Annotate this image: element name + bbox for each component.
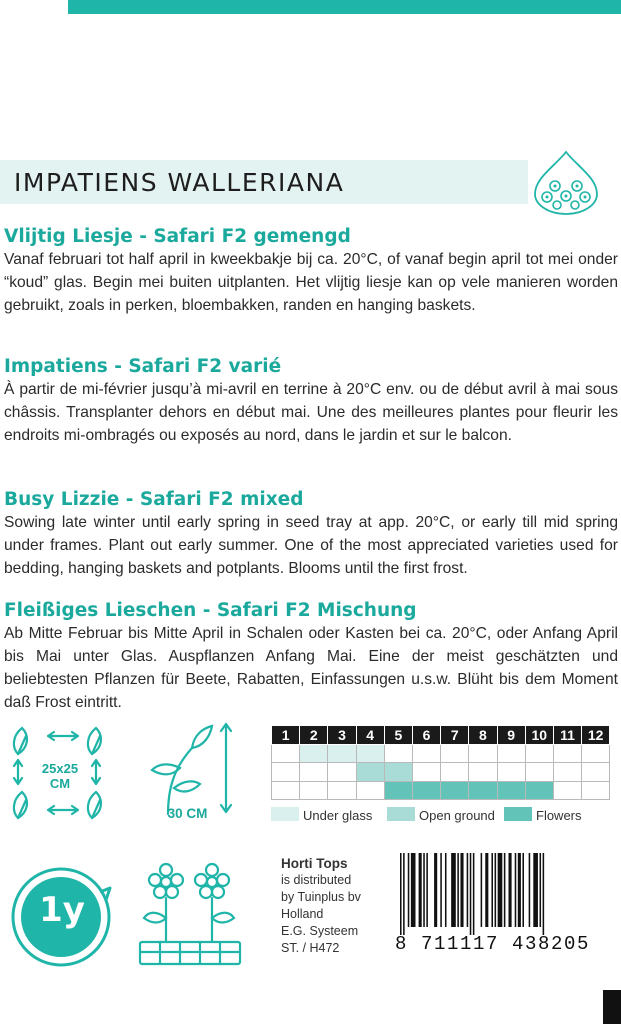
month-cell: 8: [469, 726, 497, 745]
barcode-bar: [460, 853, 463, 927]
calendar-cell: [469, 744, 497, 763]
calendar-cell: [272, 781, 300, 800]
section-english: [4, 489, 618, 580]
barcode-bar: [457, 853, 459, 927]
calendar-cell: [525, 763, 553, 782]
calendar-cell: [469, 781, 497, 800]
calendar-cell: [300, 781, 328, 800]
barcode-bar: [485, 853, 488, 927]
barcode-bar: [451, 853, 456, 927]
barcode-bar: [540, 853, 542, 927]
calendar-cell: [356, 763, 384, 782]
calendar-cell: [441, 763, 469, 782]
section-dutch: [4, 226, 618, 317]
month-cell: 2: [300, 726, 328, 745]
barcode-bar: [467, 853, 469, 927]
barcode-bar: [440, 853, 442, 927]
calendar-cell: [582, 744, 610, 763]
section-title: Impatiens - Safari F2 varié: [4, 356, 282, 377]
calendar-cell: [469, 763, 497, 782]
calendar-cell: [582, 763, 610, 782]
section-text: Sowing late winter until early spring in seed tray at app. 20°C, or early till mid spring under frames. Plant out early summer. One of the most appreciated varieties used for bedding, hanging baskets and potplants. Blooms until the first frost.: [4, 514, 618, 577]
calendar-cell: [497, 781, 525, 800]
legend-flowers: Flowers: [536, 808, 582, 823]
calendar-cell: [525, 781, 553, 800]
month-cell: 7: [441, 726, 469, 745]
spacing-value: 25x25: [41, 761, 79, 776]
barcode-bar: [522, 853, 524, 927]
barcode-bar: [426, 853, 428, 927]
calendar-cell: [300, 744, 328, 763]
month-cell: 4: [356, 726, 384, 745]
legend-swatch-open-ground: [387, 807, 415, 821]
calendar-cell: [525, 744, 553, 763]
height-label: 30 CM: [167, 806, 208, 821]
barcode-number: 8 711117 438205: [395, 933, 591, 955]
calendar-cell: [272, 744, 300, 763]
barcode-bar: [423, 853, 425, 927]
barcode-bar: [419, 853, 422, 927]
calendar-cell: [300, 763, 328, 782]
month-cell: 9: [497, 726, 525, 745]
calendar-cell: [384, 763, 412, 782]
barcode-bar: [529, 853, 531, 927]
calendar-cell: [272, 763, 300, 782]
barcode-bar: [509, 853, 512, 927]
top-accent-bar: [68, 0, 621, 14]
barcode-bar: [403, 853, 405, 935]
calendar-cell: [582, 781, 610, 800]
calendar-cell: [553, 763, 581, 782]
plant-height-icon: [138, 718, 248, 818]
calendar-cell: [328, 763, 356, 782]
calendar-cell: [441, 781, 469, 800]
month-cell: 10: [525, 726, 553, 745]
calendar-cell: [356, 781, 384, 800]
calendar-cell: [384, 781, 412, 800]
calendar-cell: [553, 781, 581, 800]
calendar-cell: [441, 744, 469, 763]
section-title: Fleißiges Lieschen - Safari F2 Mischung: [4, 600, 417, 621]
distributor-line: is distributed: [281, 873, 352, 887]
cycle-label: 1y: [39, 890, 85, 930]
barcode-bar: [481, 853, 483, 927]
barcode-bar: [434, 853, 437, 927]
barcode-bar: [445, 853, 447, 927]
section-french: [4, 356, 618, 447]
legend-under-glass: Under glass: [303, 808, 373, 823]
barcode-bar: [518, 853, 521, 927]
barcode-bar: [408, 853, 410, 927]
barcode-bar: [400, 853, 402, 935]
month-cell: 12: [582, 726, 610, 745]
barcode-bar: [504, 853, 506, 927]
calendar-cell: [412, 781, 440, 800]
spacing-unit: CM: [49, 776, 71, 791]
calendar-cell: [328, 744, 356, 763]
calendar-body: [272, 744, 610, 800]
flower-drop-icon: [525, 150, 607, 216]
section-text: Ab Mitte Februar bis Mitte April in Schalen oder Kasten bei ca. 20°C, oder Anfang April bis Mai unter Glas. Auspflanzen Anfang Mai. Eine der meist geschätzten und beliebtesten Pflanzen für Beete, Rabatten, Einfassungen u.s.w. Blüht bis dem Moment daß Frost eintritt.: [4, 625, 618, 711]
calendar-row: [272, 781, 610, 800]
corner-mark: [603, 990, 621, 1024]
barcode-bar: [470, 853, 472, 935]
section-text: Vanaf februari tot half april in kweekbakje bij ca. 20°C, of vanaf begin april tot mei onder “koud” glas. Begin mei buiten uitplanten. Het vlijtig liesje kan op vele manieren worden gebruikt, zoals in perken, bloembakken, randen en hanging baskets.: [4, 251, 618, 314]
distributor-line: Holland: [281, 907, 324, 921]
barcode-bar: [491, 853, 493, 927]
month-cell: 5: [384, 726, 412, 745]
calendar-header-row: [272, 726, 610, 745]
barcode-bar: [473, 853, 475, 935]
calendar-cell: [328, 781, 356, 800]
spacing-label: [30, 761, 90, 791]
brand-name: Horti Tops: [281, 856, 348, 871]
barcode-bar: [495, 853, 497, 927]
flowering-plants-icon: [136, 858, 252, 974]
month-cell: 3: [328, 726, 356, 745]
distributor-line: E.G. Systeem: [281, 924, 359, 938]
calendar-row: [272, 744, 610, 763]
legend-swatch-under-glass: [271, 807, 299, 821]
section-title: Vlijtig Liesje - Safari F2 gemengd: [4, 226, 351, 247]
sowing-calendar: [271, 725, 610, 800]
section-german: [4, 600, 618, 714]
calendar-cell: [412, 744, 440, 763]
distributor-info: [281, 855, 361, 957]
month-cell: 6: [412, 726, 440, 745]
section-title: Busy Lizzie - Safari F2 mixed: [4, 489, 304, 510]
barcode: [398, 853, 610, 935]
barcode-bar: [515, 853, 517, 927]
distributor-line: ST. / H472: [281, 941, 340, 955]
barcode-bar: [543, 853, 545, 935]
calendar-row: [272, 763, 610, 782]
calendar-cell: [553, 744, 581, 763]
barcode-bar: [411, 853, 416, 927]
barcode-bar: [533, 853, 538, 927]
calendar-cell: [384, 744, 412, 763]
legend-open-ground: Open ground: [419, 808, 495, 823]
calendar-cell: [412, 763, 440, 782]
calendar-cell: [497, 744, 525, 763]
calendar-cell: [356, 744, 384, 763]
month-cell: 11: [553, 726, 581, 745]
legend-swatch-flowers: [504, 807, 532, 821]
month-cell: 1: [272, 726, 300, 745]
section-text: À partir de mi-février jusqu’à mi-avril en terrine à 20°C env. ou de début avril à mai sous châssis. Transplanter dehors en début mai. Une des meilleures plantes pour fleurir les endroits mi-ombragés ou exposés au nord, dans le jardin et sur le balcon.: [4, 381, 618, 444]
distributor-line: by Tuinplus bv: [281, 890, 361, 904]
latin-name: IMPATIENS WALLERIANA: [14, 168, 345, 197]
barcode-bar: [498, 853, 503, 927]
calendar-cell: [497, 763, 525, 782]
